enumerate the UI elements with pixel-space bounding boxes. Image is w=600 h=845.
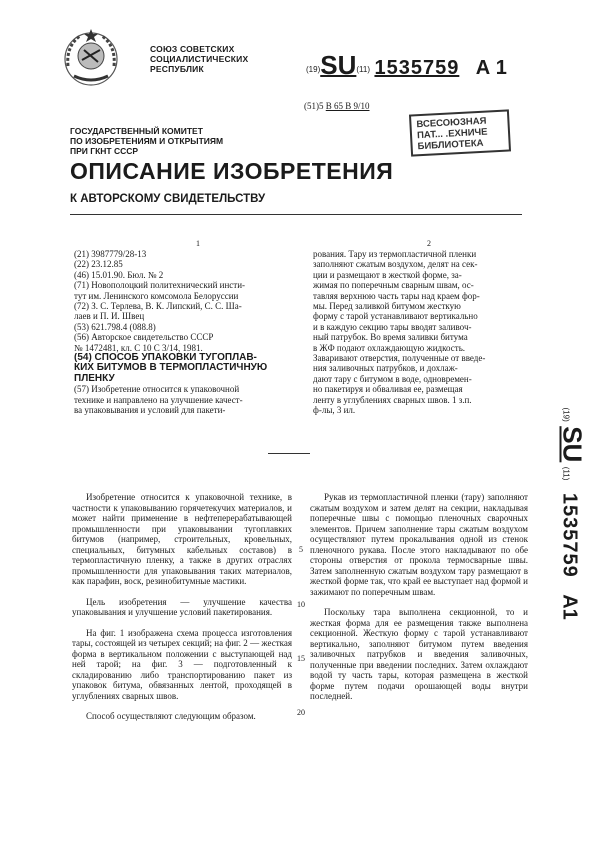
abstract-line: дают тару с битумом в воде, одновремен- <box>313 373 472 384</box>
abstract-line: но пакетируя и обваливая ее, размещая <box>313 384 463 395</box>
body-paragraph: На фиг. 1 изображена схема процесса изготовления тары, состоящей из четырех секций; на фиг. 2 — жесткая форма в вертикальном положении с выступающей над ней тарой; на фиг. 3 — подготовленный к складированию либо транспортированию пакет из упаковок битума, обвязанных лентой, проходящей в углублениях сварных швов. <box>72 627 292 701</box>
biblio-line: (56) Авторское свидетельство СССР <box>74 332 214 343</box>
committee-line: ПО ИЗОБРЕТЕНИЯМ И ОТКРЫТИЯМ <box>70 136 224 146</box>
side-country: SU <box>557 426 588 463</box>
state-committee-block <box>70 126 223 156</box>
abstract-line: жимая по поперечным сварным швам, ос- <box>313 280 474 291</box>
stamp-line: ВСЕСОЮЗНАЯ <box>416 115 487 131</box>
invention-title-line: ПЛЕНКУ <box>74 373 115 384</box>
body-paragraph: Рукав из термопластичной пленки (тару) заполняют сжатым воздухом и затем делят на секции, накладывая поперечные швы с помощью пленочных сварочных элементов. Причем заполнение тары сжатым воздухом осуществляют путем прокалывания одной из стенок пленочного рукава. После этого накладывают по обе стороны отверстия от прокола термосварные швы. Затем заполненную сжатым воздухом тару размещают в жесткой форме так, что край ее выступает над формой и зажимают по поперечным швам. <box>310 492 528 597</box>
abstract-divider <box>268 453 310 454</box>
abstract-line: Заваривают отверстия, полученные от введе- <box>313 353 486 364</box>
side-kind: А1 <box>558 594 581 620</box>
column-mark-left: 1 <box>196 239 200 248</box>
biblio-line: тут им. Ленинского комсомола Белоруссии <box>74 290 239 301</box>
stamp-line: БИБЛИОТЕКА <box>417 137 484 153</box>
abstract-line: и в каждую секцию тары вводят заливоч- <box>313 321 472 332</box>
committee-line: ПРИ ГКНТ СССР <box>70 146 139 156</box>
ussr-line: РЕСПУБЛИК <box>150 64 204 74</box>
document-subtitle: К АВТОРСКОМУ СВИДЕТЕЛЬСТВУ <box>70 193 266 205</box>
inid-code-11: (11) <box>356 65 370 74</box>
library-stamp <box>409 109 511 156</box>
header-divider <box>70 214 522 215</box>
body-paragraph: Изобретение относится к упаковочной технике, в частности к упаковыванию горячетекучих материалов, и может найти применение в нефтеперерабатывающей промышленности при упаковывании тугоплавких битумов (например, строительных, кровельных, специальных, битумных кабельных составов) в термопластичную пленку, а также в других отраслях промышленности для упаковывания таких материалов, как парафин, воск, резинобитумные мастики. <box>72 492 292 586</box>
kind-code: А 1 <box>475 57 507 79</box>
bibliographic-data <box>74 249 308 416</box>
ussr-emblem-icon <box>60 26 122 88</box>
abstract-line: ва упаковывания и условий для пакети- <box>74 405 226 416</box>
ussr-line: СОЮЗ СОВЕТСКИХ <box>150 44 235 54</box>
invention-title-line: (54) СПОСОБ УПАКОВКИ ТУГОПЛАВ- <box>74 353 257 364</box>
line-number: 5 <box>299 545 303 554</box>
biblio-line: (71) Новополоцкий политехнический инсти- <box>74 280 246 291</box>
abstract-line: ния заливочных патрубков, и дохлаж- <box>313 363 458 374</box>
side-number: 1535759 <box>558 492 581 578</box>
biblio-line: (21) 3987779/28-13 <box>74 249 147 259</box>
issuing-country-block <box>150 44 248 74</box>
body-paragraph: Цель изобретения — улучшение качества упаковывания и улучшение условий пакетирования. <box>72 596 292 617</box>
biblio-line: (72) З. С. Терлева, В. К. Липский, С. С. Ша- <box>74 301 242 312</box>
biblio-line: № 1472481, кл. С 10 С 3/14, 1981. <box>74 342 203 353</box>
body-column-left <box>72 492 292 722</box>
line-number: 20 <box>297 708 305 717</box>
ussr-line: СОЦИАЛИСТИЧЕСКИХ <box>150 54 249 64</box>
side-number-text <box>557 408 588 668</box>
abstract-line: форму с тарой устанавливают вертикально <box>313 311 478 322</box>
abstract-line: (57) Изобретение относится к упаковочной <box>74 384 240 395</box>
abstract-line: ф-лы, 3 ил. <box>313 405 356 416</box>
document-title: ОПИСАНИЕ ИЗОБРЕТЕНИЯ <box>70 158 394 184</box>
committee-line: ГОСУДАРСТВЕННЫЙ КОМИТЕТ <box>70 126 203 136</box>
abstract-line: мы. Перед заливкой битумом жесткую <box>313 301 461 312</box>
stamp-line: ПАТ... .ЕХНИЧЕ <box>416 126 488 142</box>
abstract-line: заполняют сжатым воздухом, делят на сек- <box>313 259 478 270</box>
abstract-line: ленту в углублениях сварных швов. 1 з.п. <box>313 394 472 405</box>
abstract-line: рования. Тару из термопластичной пленки <box>313 249 477 259</box>
line-number: 15 <box>297 654 305 663</box>
inid-code-19: (19) <box>306 65 321 74</box>
column-mark-right: 2 <box>427 239 431 248</box>
abstract-line: технике и направлено на улучшение качест- <box>74 394 243 405</box>
biblio-line: (22) 23.12.85 <box>74 259 123 270</box>
abstract-line: в ЖФ подают охлаждающую жидкость. <box>313 342 466 353</box>
body-paragraph: Способ осуществляют следующим образом. <box>86 711 256 721</box>
invention-title-line: КИХ БИТУМОВ В ТЕРМОПЛАСТИЧНУЮ <box>74 363 268 374</box>
abstract-line: ции и размещают в жесткой форме, за- <box>313 269 462 280</box>
patent-number-block <box>306 50 507 81</box>
body-paragraph: Поскольку тара выполнена секционной, то и жесткая форма для ее размещения также выполнена секционной. Жесткую форму с тарой устанавливают вертикально, заполняют битумом путем введения заливочных патрубков и введения заливочных, полученные при введении последних. Затем охлаждают водой ту часть тары, которая размещена в жесткой форме путем подачи орошающей воды внутри последней. <box>310 607 528 701</box>
side-inid-11: (11) <box>561 466 571 481</box>
biblio-line: (46) 15.01.90. Бюл. № 2 <box>74 269 164 280</box>
abstract-line: ный патрубок. Во время заливки битума <box>313 332 468 343</box>
patent-number: 1535759 <box>374 57 460 79</box>
biblio-line: лаев и П. И. Швец <box>74 311 145 322</box>
ipc-classification <box>304 101 370 111</box>
line-number: 10 <box>297 600 305 609</box>
abstract-line: тавляя верхнюю часть тары над краем фор- <box>313 290 480 301</box>
abstract-continuation <box>313 249 521 416</box>
side-patent-number <box>544 407 588 690</box>
ipc-code: (51)5 <box>304 101 324 111</box>
side-inid-19: (19) <box>561 407 571 422</box>
body-column-right <box>310 492 528 702</box>
biblio-line: (53) 621.798.4 (088.8) <box>74 321 156 332</box>
country-code: SU <box>320 50 357 80</box>
ipc-value: В 65 В 9/10 <box>325 101 370 111</box>
